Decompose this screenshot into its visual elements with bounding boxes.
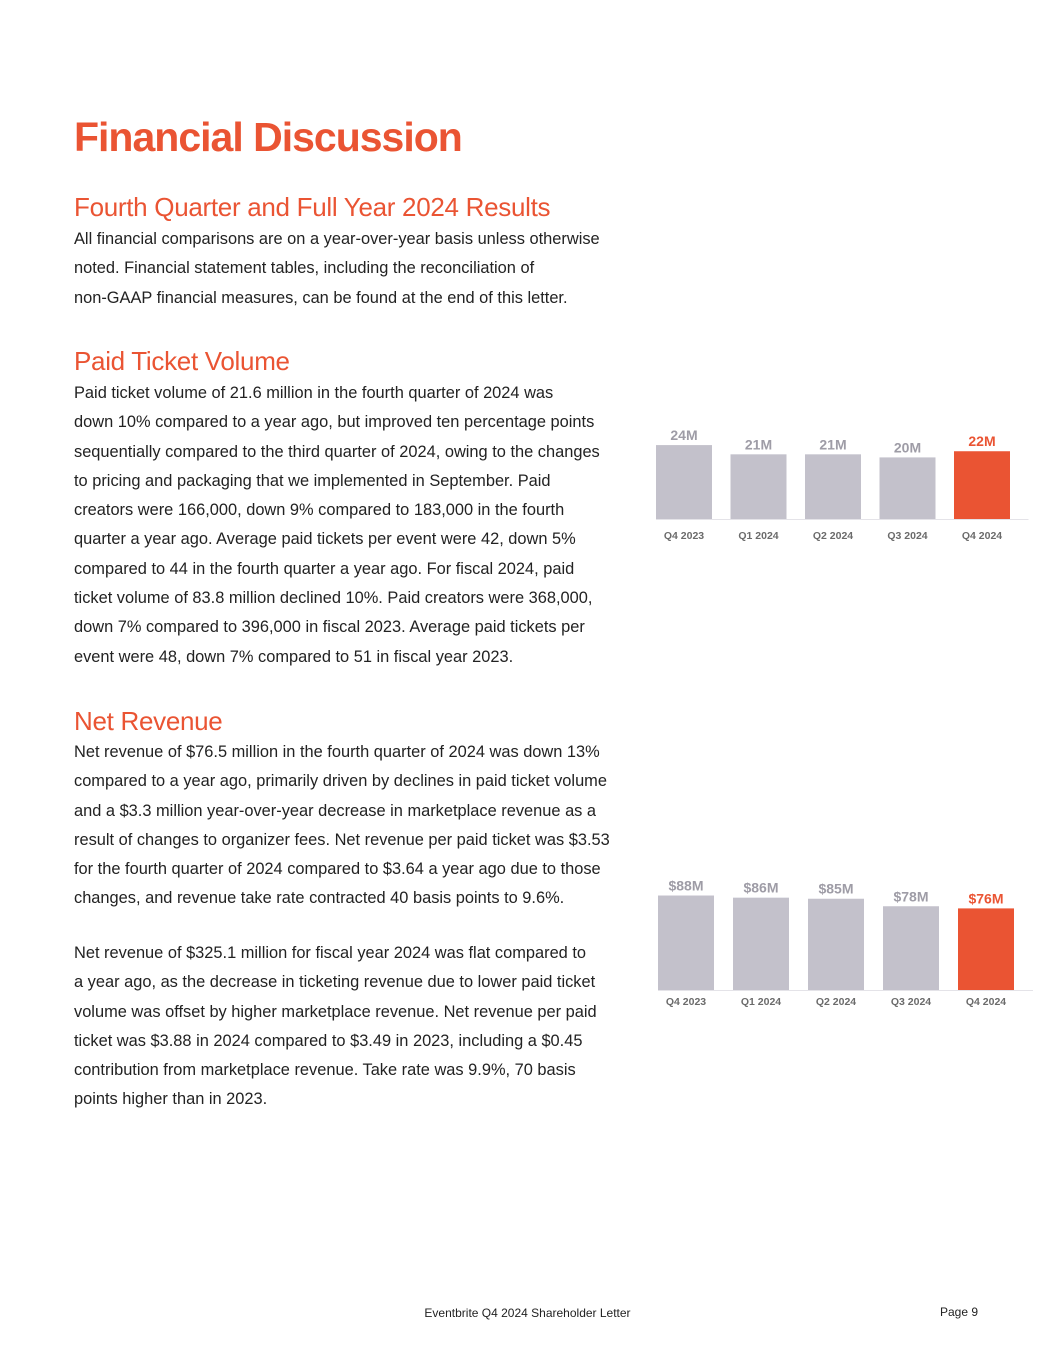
paragraph-line: noted. Financial statement tables, including the reconciliation of	[74, 259, 535, 278]
net-revenue-chart	[650, 862, 1025, 1012]
chart-bar	[733, 898, 789, 990]
net-revenue-paragraph-2	[74, 939, 634, 1115]
paragraph-line: to pricing and packaging that we implemented in September. Paid	[74, 471, 551, 490]
chart-data-label: 21M	[819, 436, 847, 453]
paragraph-line: points higher than in 2023.	[74, 1090, 268, 1109]
footer-doc-title: Eventbrite Q4 2024 Shareholder Letter	[424, 1306, 631, 1320]
chart-data-label: $86M	[743, 879, 779, 896]
paragraph-line: Net revenue of $325.1 million for fiscal year 2024 was flat compared to	[74, 944, 587, 962]
paragraph-line: non-GAAP financial measures, can be found at the end of this letter.	[74, 288, 568, 307]
chart-tick-label: Q1 2024	[740, 996, 782, 1008]
chart-data-label: 22M	[968, 433, 996, 450]
chart-tick-label: Q3 2024	[890, 996, 932, 1008]
chart-tick-label: Q4 2024	[965, 996, 1007, 1008]
net-revenue-paragraph-1	[74, 738, 634, 914]
net-revenue-chart-svg	[650, 862, 1025, 1012]
chart-data-label: 20M	[893, 439, 922, 456]
page-title: Financial Discussion	[74, 114, 462, 160]
chart-bar	[658, 896, 714, 990]
paragraph-line: compared to 44 in the fourth quarter a year ago. For fiscal 2024, paid	[74, 559, 575, 578]
chart-data-label: $78M	[893, 888, 929, 905]
paid-ticket-volume-heading: Paid Ticket Volume	[74, 346, 290, 376]
chart-bar	[808, 899, 864, 990]
chart-data-label: $85M	[818, 880, 854, 897]
paragraph-line: Paid ticket volume of 21.6 million in the fourth quarter of 2024 was	[74, 384, 554, 402]
chart-tick-label: Q4 2023	[665, 996, 707, 1008]
net-revenue-heading: Net Revenue	[74, 706, 223, 736]
chart-bar	[656, 445, 712, 519]
chart-tick-label: Q3 2024	[887, 530, 928, 542]
paid-ticket-volume-paragraph	[74, 379, 634, 672]
chart-bar	[883, 906, 939, 990]
chart-bar	[954, 451, 1010, 519]
paragraph-line: and a $3.3 million year-over-year decrease in marketplace revenue as a	[74, 801, 597, 820]
paragraph-line: quarter a year ago. Average paid tickets per event were 42, down 5%	[74, 530, 576, 549]
paragraph-line: sequentially compared to the third quarter of 2024, owing to the changes	[74, 442, 600, 461]
paragraph-line: compared to a year ago, primarily driven by declines in paid ticket volume	[74, 772, 607, 791]
paragraph-line: volume was offset by higher marketplace revenue. Net revenue per paid	[74, 1002, 597, 1021]
paragraph-line: contribution from marketplace revenue. Take rate was 9.9%, 70 basis	[74, 1061, 576, 1080]
footer-page-number: Page 9	[940, 1305, 979, 1319]
chart-tick-label: Q1 2024	[738, 530, 779, 542]
paid-ticket-volume-chart-svg	[650, 420, 1020, 550]
chart-bar	[731, 454, 787, 519]
paid-ticket-volume-chart	[650, 420, 1020, 550]
chart-bar	[958, 908, 1014, 990]
paragraph-line: ticket was $3.88 in 2024 compared to $3.49 in 2023, including a $0.45	[74, 1031, 583, 1050]
chart-tick-label: Q4 2023	[663, 530, 705, 542]
chart-bar	[880, 457, 936, 519]
chart-tick-label: Q2 2024	[812, 530, 854, 542]
paragraph-line: creators were 166,000, down 9% compared to 183,000 in the fourth	[74, 501, 565, 520]
chart-bar	[805, 454, 861, 519]
chart-data-label: $88M	[668, 877, 704, 894]
paragraph-line: ticket volume of 83.8 million declined 10%. Paid creators were 368,000,	[74, 589, 593, 608]
paragraph-line: All financial comparisons are on a year-over-year basis unless otherwise	[74, 230, 600, 248]
chart-data-label: 24M	[670, 427, 698, 444]
results-paragraph	[74, 225, 634, 313]
paragraph-line: result of changes to organizer fees. Net revenue per paid ticket was $3.53	[74, 830, 610, 849]
paragraph-line: down 10% compared to a year ago, but improved ten percentage points	[74, 413, 595, 432]
chart-data-label: 21M	[744, 436, 773, 453]
chart-tick-label: Q2 2024	[815, 996, 857, 1008]
paragraph-line: event were 48, down 7% compared to 51 in fiscal year 2023.	[74, 647, 514, 666]
paragraph-line: a year ago, as the decrease in ticketing revenue due to lower paid ticket	[74, 973, 596, 992]
paragraph-line: down 7% compared to 396,000 in fiscal 2023. Average paid tickets per	[74, 618, 585, 637]
results-heading: Fourth Quarter and Full Year 2024 Results	[74, 192, 551, 222]
chart-tick-label: Q4 2024	[961, 530, 1003, 542]
paragraph-line: Net revenue of $76.5 million in the fourth quarter of 2024 was down 13%	[74, 743, 600, 761]
paragraph-line: for the fourth quarter of 2024 compared to $3.64 a year ago due to those	[74, 860, 601, 879]
paragraph-line: changes, and revenue take rate contracted 40 basis points to 9.6%.	[74, 889, 565, 908]
chart-data-label: $76M	[968, 890, 1004, 907]
